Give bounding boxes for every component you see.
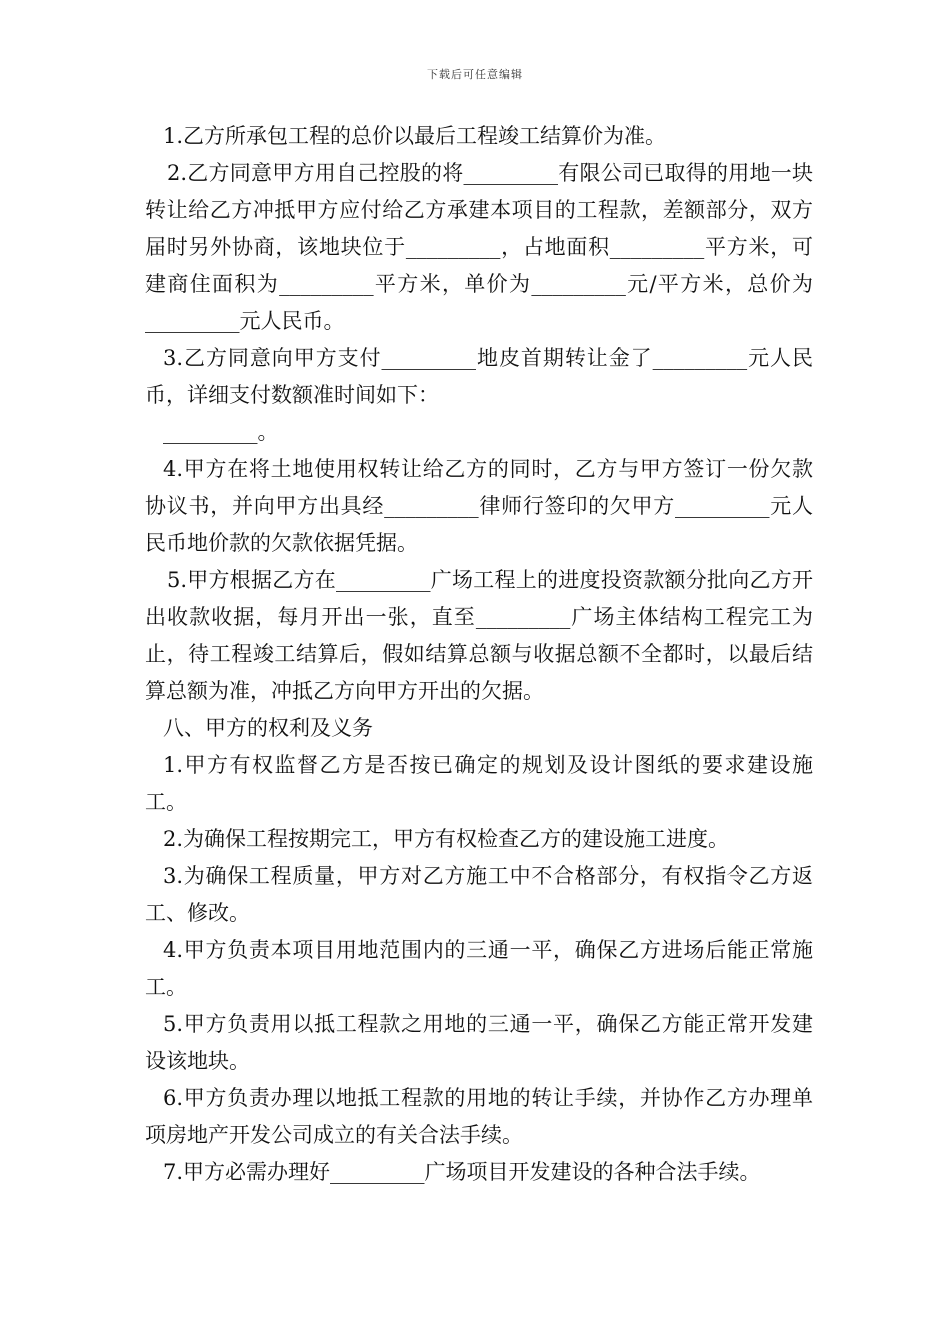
paragraph: 3.为确保工程质量，甲方对乙方施工中不合格部分，有权指令乙方返工、修改。	[145, 864, 813, 925]
paragraph: 4.甲方负责本项目用地范围内的三通一平，确保乙方进场后能正常施工。	[145, 938, 813, 999]
paragraph: 6.甲方负责办理以地抵工程款的用地的转让手续，并协作乙方办理单项房地产开发公司成立的有关合法手续。	[145, 1086, 813, 1147]
paragraph: _________。	[163, 420, 279, 444]
paragraph: 7.甲方必需办理好_________广场项目开发建设的各种合法手续。	[163, 1160, 761, 1184]
paragraph: 1.甲方有权监督乙方是否按已确定的规划及设计图纸的要求建设施工。	[145, 753, 813, 814]
paragraph: 1.乙方所承包工程的总价以最后工程竣工结算价为准。	[163, 124, 667, 148]
paragraph: 5.甲方负责用以抵工程款之用地的三通一平，确保乙方能正常开发建设该地块。	[145, 1012, 813, 1073]
paragraph: 2.乙方同意甲方用自己控股的将_________有限公司已取得的用地一块转让给乙方冲抵甲方应付给乙方承建本项目的工程款，差额部分，双方届时另外协商，该地块位于_________，占地面积_________平方米，可建商住面积为_________平方米，单价为_________元/平方米，总价为_________元人民币。	[145, 161, 813, 333]
header-note: 下载后可任意编辑	[427, 68, 523, 81]
paragraph: 2.为确保工程按期完工，甲方有权检查乙方的建设施工进度。	[163, 827, 730, 851]
document-body	[145, 118, 813, 1191]
section-heading: 八、甲方的权利及义务	[163, 716, 373, 740]
paragraph: 4.甲方在将土地使用权转让给乙方的同时，乙方与甲方签订一份欠款协议书，并向甲方出具经_________律师行签印的欠甲方_________元人民币地价款的欠款依据凭据。	[145, 457, 813, 555]
paragraph: 5.甲方根据乙方在_________广场工程上的进度投资款额分批向乙方开出收款收据，每月开出一张，直至_________广场主体结构工程完工为止，待工程竣工结算后，假如结算总额与收据总额不全都时，以最后结算总额为准，冲抵乙方向甲方开出的欠据。	[145, 568, 813, 703]
paragraph: 3.乙方同意向甲方支付_________地皮首期转让金了_________元人民币，详细支付数额准时间如下：	[145, 346, 813, 407]
